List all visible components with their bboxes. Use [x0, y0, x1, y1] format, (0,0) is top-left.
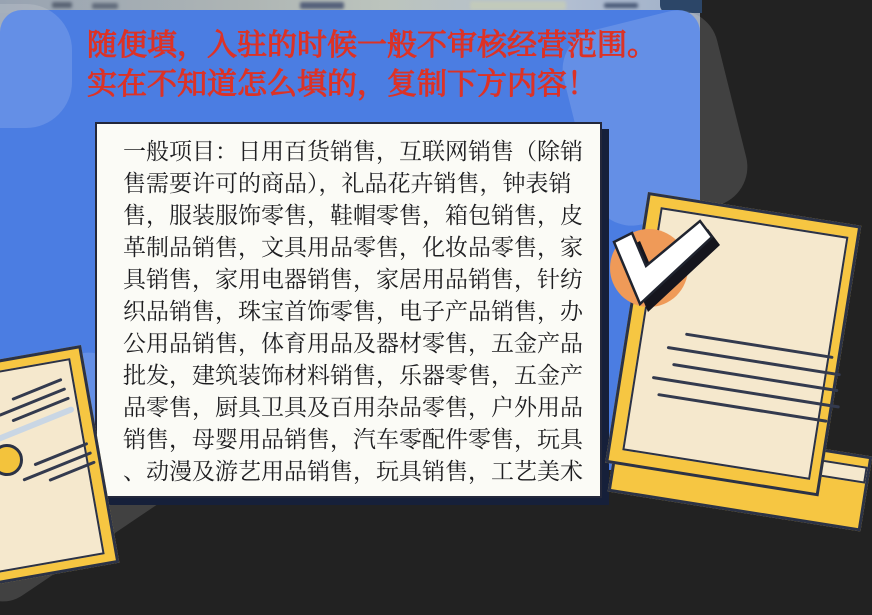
- note-card: [95, 122, 602, 498]
- paper-line: [48, 460, 95, 482]
- card-line: 革制品销售，文具用品零售，化妆品零售，家: [123, 235, 583, 261]
- card-line: 一般项目：日用百货销售，互联网销售（除销: [123, 139, 583, 165]
- card-line: 售需要许可的商品），礼品花卉销售，钟表销: [123, 171, 572, 197]
- card-line: 织品销售，珠宝首饰零售，电子产品销售，办: [123, 299, 583, 325]
- card-line: 具销售，家用电器销售，家居用品销售，针纺: [123, 267, 583, 293]
- light-glow-top-left: [0, 4, 72, 128]
- card-line: 批发，建筑装饰材料销售，乐器零售，五金产: [123, 363, 583, 389]
- paper-line: [672, 363, 838, 392]
- card-line: 销售，母婴用品销售，汽车零配件零售，玩具: [123, 427, 583, 453]
- blur-blob: [92, 3, 118, 9]
- paper-line: [652, 376, 840, 409]
- checkmark-icon: [596, 208, 722, 330]
- paper-line: [657, 393, 827, 423]
- paper-right-lines: [635, 327, 829, 435]
- paper-line: [667, 346, 841, 376]
- note-card-text: [97, 124, 600, 488]
- blur-blob: [52, 2, 72, 8]
- blur-blob: [604, 3, 638, 8]
- headline-line2: 实在不知道怎么填的，复制下方内容！: [87, 67, 597, 102]
- card-line: 品零售，厨具卫具及百用杂品零售，户外用品: [123, 395, 583, 421]
- headline-line1: 随便填，入驻的时候一般不审核经营范围。: [87, 28, 657, 63]
- blur-blob: [470, 1, 566, 10]
- card-line: 、动漫及游艺用品销售，玩具销售，工艺美术: [123, 459, 583, 485]
- blur-blob: [300, 2, 344, 9]
- card-line: 公用品销售，体育用品及器材零售，五金产品: [123, 331, 583, 357]
- headline: [87, 26, 657, 104]
- card-line: 售，服装服饰零售，鞋帽零售，箱包销售，皮: [123, 203, 583, 229]
